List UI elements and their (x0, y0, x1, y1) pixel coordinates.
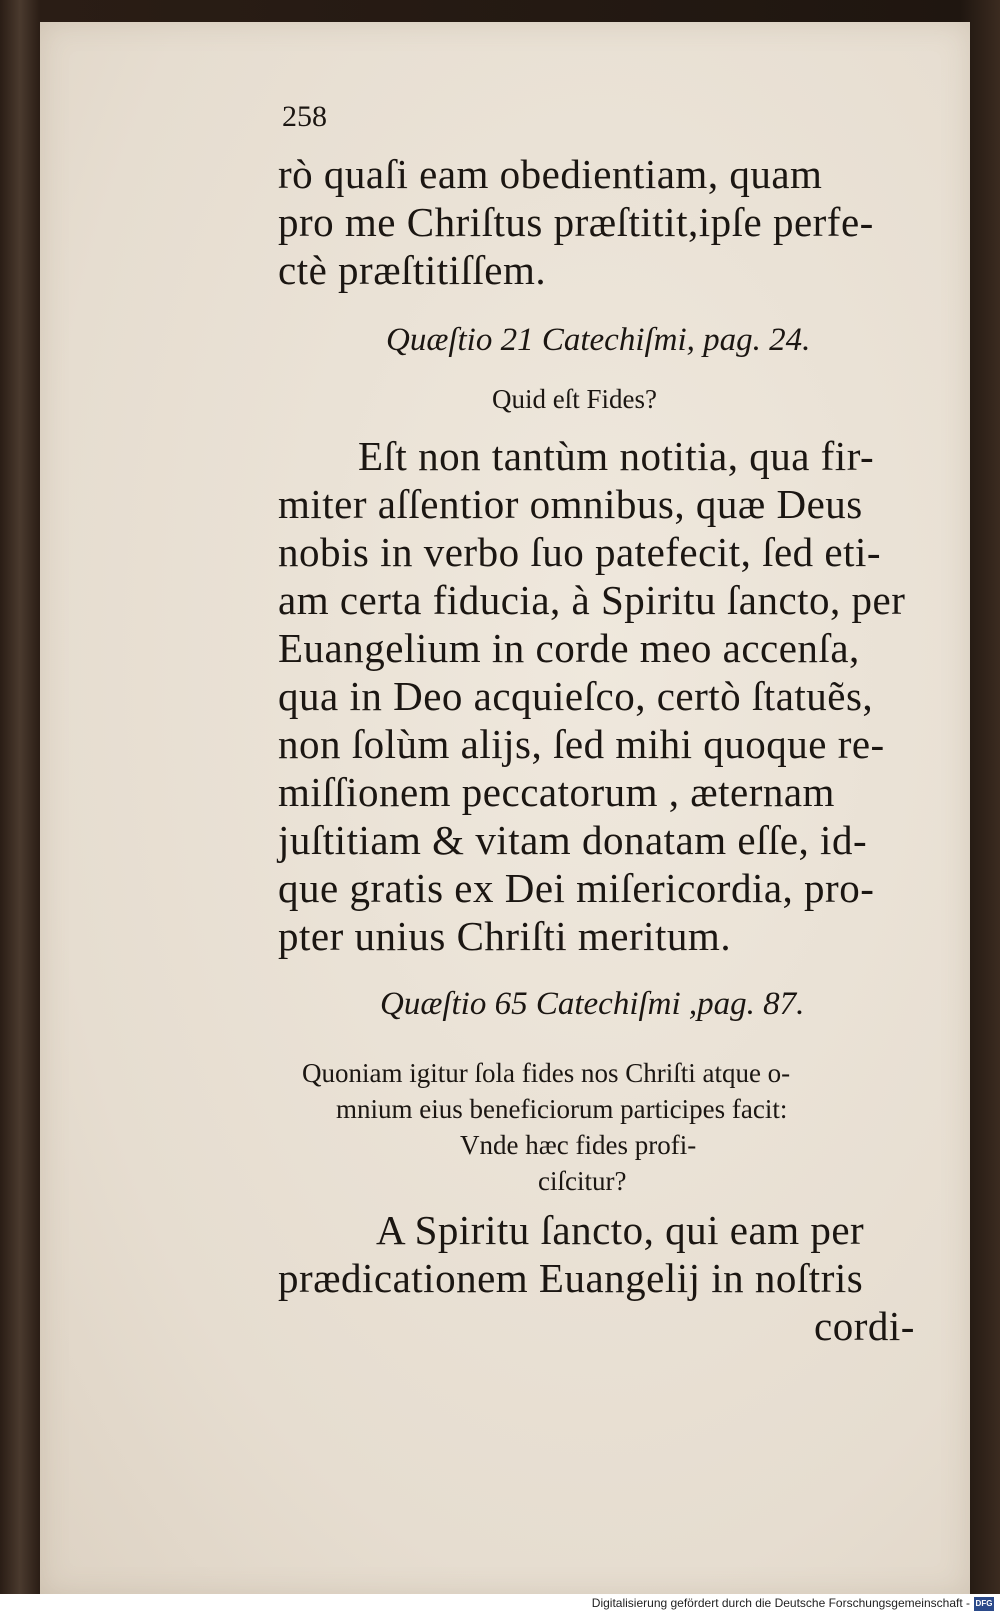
page-number: 258 (282, 100, 327, 133)
paragraph2-line: que gratis ex Dei miſericordia, pro- (278, 865, 875, 911)
section-heading-1: Quæſtio 21 Catechiſmi, pag. 24. (386, 322, 811, 358)
paragraph2-line: Eſt non tantùm notitia, qua fir- (358, 433, 875, 479)
footer-bar (0, 1594, 1000, 1616)
paragraph1-line: rò quaſi eam obedientiam, quam (278, 151, 823, 197)
dfg-logo: DFG (974, 1597, 994, 1611)
paragraph2-line: non ſolùm alijs, ſed mihi quoque re- (278, 721, 885, 767)
question-2-line: Vnde hæc fides profi- (460, 1130, 697, 1160)
section-heading-2: Quæſtio 65 Catechiſmi ,pag. 87. (380, 986, 805, 1022)
paragraph2-line: miter aſſentior omnibus, quæ Deus (278, 481, 863, 527)
paragraph2-line: am certa fiducia, à Spiritu ſancto, per (278, 577, 906, 623)
question-2-line: mnium eius beneficiorum participes facit: (336, 1094, 788, 1124)
paragraph3-line: cordi- (814, 1303, 915, 1349)
paragraph2-line: qua in Deo acquieſco, certò ſtatuẽs, (278, 673, 874, 719)
question-1: Quid eſt Fides? (492, 384, 657, 414)
funding-notice: Digitalisierung gefördert durch die Deutsche Forschungsgemeinschaft - (591, 1596, 970, 1610)
paragraph3-line: prædicationem Euangelij in noſtris (278, 1255, 864, 1301)
paragraph1-line: pro me Chriſtus præſtitit,ipſe perfe- (278, 199, 874, 245)
question-2-line: ciſcitur? (538, 1166, 627, 1196)
paragraph2-line: pter unius Chriſti meritum. (278, 913, 732, 959)
paragraph2-line: juſtitiam & vitam donatam eſſe, id- (278, 817, 868, 863)
paragraph3-line: A Spiritu ſancto, qui eam per (376, 1207, 865, 1253)
paragraph2-line: nobis in verbo ſuo patefecit, ſed eti- (278, 529, 882, 575)
paragraph2-line: Euangelium in corde meo accenſa, (278, 625, 860, 671)
book-page (40, 22, 970, 1596)
question-2-line: Quoniam igitur ſola fides nos Chriſti atque o- (302, 1058, 791, 1088)
paragraph1-line: ctè præſtitiſſem. (278, 247, 547, 293)
paragraph2-line: miſſionem peccatorum , æternam (278, 769, 835, 815)
